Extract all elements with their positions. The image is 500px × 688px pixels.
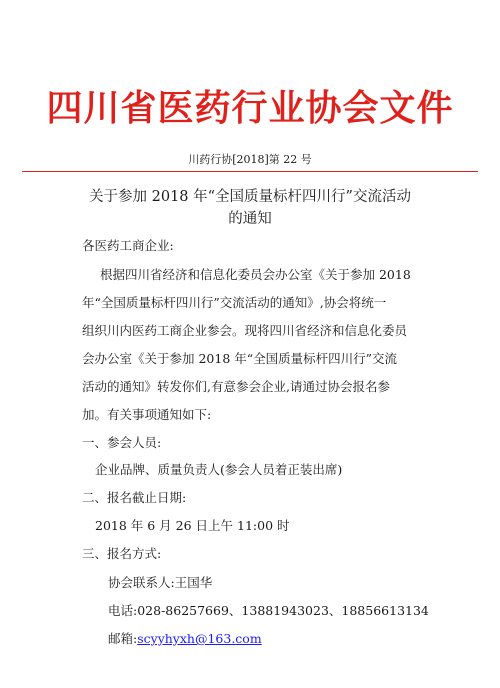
- contact-phone: 电话:028-86257669、13881943023、18856613134: [108, 603, 429, 618]
- red-divider-line: [22, 171, 478, 172]
- paragraph-line-6: 加。有关事项通知如下:: [82, 407, 212, 422]
- email-link[interactable]: scyyhyxh@163.com: [137, 631, 262, 646]
- document-number: 川药行协[2018]第 22 号: [188, 153, 312, 166]
- paragraph-line-3: 组织川内医药工商企业参会。现将四川省经济和信息化委员: [82, 323, 408, 338]
- paragraph-line-2: 年“全国质量标杆四川行”交流活动的通知》,协会将统一: [82, 295, 387, 310]
- masthead-title: 四川省医药行业协会文件: [46, 87, 454, 129]
- paragraph-line-1: 根据四川省经济和信息化委员会办公室《关于参加 2018: [100, 267, 411, 282]
- contact-email: [108, 631, 262, 647]
- paragraph-line-5: 活动的通知》转发你们,有意参会企业,请通过协会报名参: [82, 379, 390, 394]
- notice-title-line-1: 关于参加 2018 年“全国质量标杆四川行”交流活动: [89, 189, 411, 205]
- contact-person: 协会联系人:王国华: [108, 575, 213, 590]
- section-2-content: 2018 年 6 月 26 日上午 11:00 时: [95, 518, 290, 533]
- paragraph-line-4: 会办公室《关于参加 2018 年“全国质量标杆四川行”交流: [82, 351, 398, 366]
- email-label: 邮箱:: [108, 631, 138, 646]
- section-2-heading: 二、报名截止日期:: [82, 490, 187, 505]
- section-3-heading: 三、报名方式:: [82, 546, 162, 561]
- section-1-content: 企业品牌、质量负责人(参会人员着正装出席): [95, 462, 343, 477]
- salutation: 各医药工商企业:: [82, 238, 174, 253]
- notice-title: [40, 186, 460, 230]
- section-1-heading: 一、参会人员:: [82, 435, 162, 450]
- notice-title-line-2: 的通知: [228, 211, 272, 227]
